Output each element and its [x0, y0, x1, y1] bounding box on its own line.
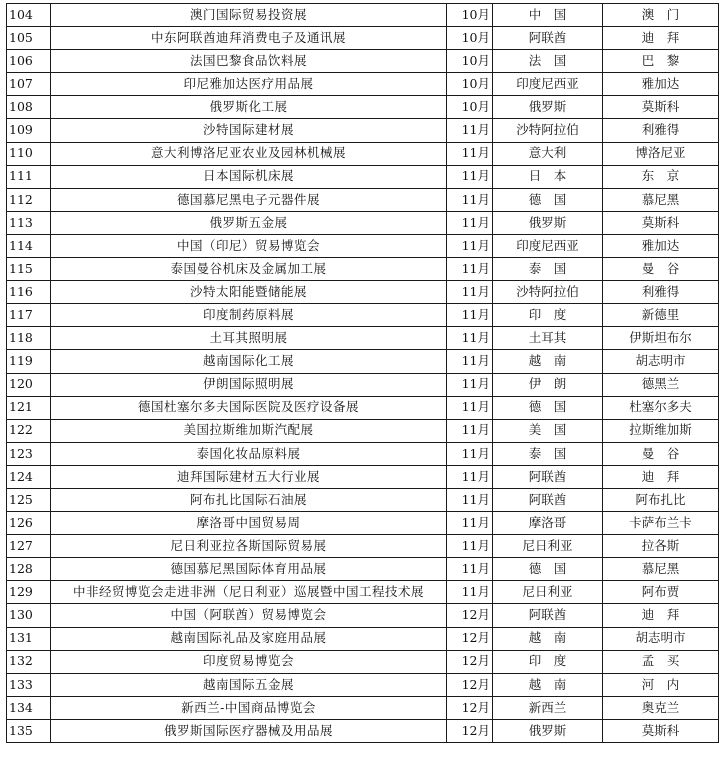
exhibition-country: 越 南	[493, 627, 603, 650]
exhibition-month: 10月	[447, 27, 493, 50]
exhibition-country: 沙特阿拉伯	[493, 281, 603, 304]
exhibition-name: 新西兰-中国商品博览会	[51, 696, 447, 719]
exhibition-city: 奥克兰	[603, 696, 719, 719]
table-row	[7, 442, 719, 465]
exhibition-country: 德 国	[493, 558, 603, 581]
exhibition-country: 印度尼西亚	[493, 73, 603, 96]
exhibition-city: 莫斯科	[603, 719, 719, 742]
row-number: 114	[7, 234, 51, 257]
document-page	[6, 3, 718, 743]
row-number: 115	[7, 258, 51, 281]
row-number: 111	[7, 165, 51, 188]
table-row	[7, 673, 719, 696]
row-number: 124	[7, 465, 51, 488]
exhibition-city: 拉斯维加斯	[603, 419, 719, 442]
row-number: 117	[7, 304, 51, 327]
exhibition-city: 迪 拜	[603, 604, 719, 627]
exhibition-city: 利雅得	[603, 119, 719, 142]
exhibition-city: 巴 黎	[603, 50, 719, 73]
exhibition-month: 11月	[447, 142, 493, 165]
exhibition-country: 尼日利亚	[493, 535, 603, 558]
table-row	[7, 188, 719, 211]
exhibition-city: 迪 拜	[603, 465, 719, 488]
table-row	[7, 558, 719, 581]
exhibition-name: 美国拉斯维加斯汽配展	[51, 419, 447, 442]
exhibition-city: 慕尼黑	[603, 558, 719, 581]
exhibition-month: 11月	[447, 119, 493, 142]
exhibition-country: 泰 国	[493, 442, 603, 465]
exhibition-city: 阿布贾	[603, 581, 719, 604]
exhibition-month: 10月	[447, 50, 493, 73]
exhibition-country: 新西兰	[493, 696, 603, 719]
exhibition-country: 泰 国	[493, 258, 603, 281]
row-number: 105	[7, 27, 51, 50]
exhibition-name: 印尼雅加达医疗用品展	[51, 73, 447, 96]
exhibition-month: 11月	[447, 373, 493, 396]
row-number: 113	[7, 211, 51, 234]
table-row	[7, 650, 719, 673]
row-number: 135	[7, 719, 51, 742]
exhibition-month: 11月	[447, 512, 493, 535]
table-row	[7, 119, 719, 142]
exhibition-country: 印 度	[493, 304, 603, 327]
exhibition-city: 新德里	[603, 304, 719, 327]
exhibition-country: 阿联酋	[493, 27, 603, 50]
exhibition-country: 俄罗斯	[493, 211, 603, 234]
row-number: 112	[7, 188, 51, 211]
table-row	[7, 419, 719, 442]
exhibition-month: 11月	[447, 419, 493, 442]
exhibition-month: 11月	[447, 488, 493, 511]
exhibition-name: 法国巴黎食品饮料展	[51, 50, 447, 73]
table-row	[7, 234, 719, 257]
row-number: 132	[7, 650, 51, 673]
table-row	[7, 304, 719, 327]
exhibition-city: 伊斯坦布尔	[603, 327, 719, 350]
exhibition-name: 德国慕尼黑国际体育用品展	[51, 558, 447, 581]
exhibition-country: 美 国	[493, 419, 603, 442]
table-row	[7, 719, 719, 742]
exhibition-country: 印 度	[493, 650, 603, 673]
table-row	[7, 512, 719, 535]
table-row	[7, 465, 719, 488]
exhibition-city: 曼 谷	[603, 258, 719, 281]
exhibition-city: 东 京	[603, 165, 719, 188]
exhibition-month: 11月	[447, 211, 493, 234]
row-number: 108	[7, 96, 51, 119]
table-row	[7, 581, 719, 604]
exhibition-country: 印度尼西亚	[493, 234, 603, 257]
exhibition-month: 11月	[447, 234, 493, 257]
table-row	[7, 211, 719, 234]
row-number: 125	[7, 488, 51, 511]
exhibition-month: 11月	[447, 281, 493, 304]
exhibition-city: 胡志明市	[603, 627, 719, 650]
table-row	[7, 535, 719, 558]
row-number: 126	[7, 512, 51, 535]
exhibition-country: 伊 朗	[493, 373, 603, 396]
exhibition-name: 泰国化妆品原料展	[51, 442, 447, 465]
row-number: 123	[7, 442, 51, 465]
exhibition-month: 12月	[447, 696, 493, 719]
exhibition-country: 俄罗斯	[493, 719, 603, 742]
exhibition-name: 俄罗斯国际医疗器械及用品展	[51, 719, 447, 742]
exhibition-city: 澳 门	[603, 4, 719, 27]
table-row	[7, 281, 719, 304]
exhibition-month: 11月	[447, 350, 493, 373]
exhibition-name: 中东阿联酋迪拜消费电子及通讯展	[51, 27, 447, 50]
exhibition-country: 德 国	[493, 188, 603, 211]
exhibition-name: 越南国际五金展	[51, 673, 447, 696]
row-number: 110	[7, 142, 51, 165]
exhibition-name: 阿布扎比国际石油展	[51, 488, 447, 511]
table-row	[7, 696, 719, 719]
exhibition-city: 河 内	[603, 673, 719, 696]
exhibition-country: 德 国	[493, 396, 603, 419]
exhibition-city: 孟 买	[603, 650, 719, 673]
exhibition-city: 胡志明市	[603, 350, 719, 373]
table-body	[7, 4, 719, 743]
row-number: 116	[7, 281, 51, 304]
table-row	[7, 258, 719, 281]
table-row	[7, 604, 719, 627]
exhibition-city: 雅加达	[603, 234, 719, 257]
exhibition-city: 莫斯科	[603, 211, 719, 234]
exhibition-country: 阿联酋	[493, 465, 603, 488]
exhibition-name: 印度制药原料展	[51, 304, 447, 327]
row-number: 128	[7, 558, 51, 581]
table-row	[7, 350, 719, 373]
exhibition-month: 10月	[447, 96, 493, 119]
exhibition-month: 12月	[447, 604, 493, 627]
row-number: 122	[7, 419, 51, 442]
exhibition-month: 11月	[447, 396, 493, 419]
exhibition-name: 沙特太阳能暨储能展	[51, 281, 447, 304]
exhibition-name: 越南国际化工展	[51, 350, 447, 373]
exhibition-country: 沙特阿拉伯	[493, 119, 603, 142]
exhibition-month: 11月	[447, 165, 493, 188]
exhibition-city: 曼 谷	[603, 442, 719, 465]
exhibition-name: 德国慕尼黑电子元器件展	[51, 188, 447, 211]
exhibition-name: 尼日利亚拉各斯国际贸易展	[51, 535, 447, 558]
exhibition-name: 沙特国际建材展	[51, 119, 447, 142]
exhibition-name: 中国（印尼）贸易博览会	[51, 234, 447, 257]
table-row	[7, 142, 719, 165]
row-number: 133	[7, 673, 51, 696]
exhibition-country: 阿联酋	[493, 604, 603, 627]
exhibition-country: 中 国	[493, 4, 603, 27]
exhibition-month: 11月	[447, 581, 493, 604]
exhibition-name: 澳门国际贸易投资展	[51, 4, 447, 27]
exhibition-country: 越 南	[493, 350, 603, 373]
exhibition-country: 法 国	[493, 50, 603, 73]
exhibition-city: 迪 拜	[603, 27, 719, 50]
exhibition-city: 莫斯科	[603, 96, 719, 119]
exhibition-month: 11月	[447, 535, 493, 558]
exhibition-month: 12月	[447, 673, 493, 696]
exhibition-name: 印度贸易博览会	[51, 650, 447, 673]
table-row	[7, 96, 719, 119]
row-number: 119	[7, 350, 51, 373]
exhibition-month: 11月	[447, 442, 493, 465]
exhibition-name: 伊朗国际照明展	[51, 373, 447, 396]
table-row	[7, 165, 719, 188]
table-row	[7, 396, 719, 419]
exhibition-city: 慕尼黑	[603, 188, 719, 211]
row-number: 129	[7, 581, 51, 604]
exhibition-month: 11月	[447, 327, 493, 350]
row-number: 106	[7, 50, 51, 73]
row-number: 121	[7, 396, 51, 419]
exhibition-city: 雅加达	[603, 73, 719, 96]
exhibition-name: 迪拜国际建材五大行业展	[51, 465, 447, 488]
exhibition-name: 中非经贸博览会走进非洲（尼日利亚）巡展暨中国工程技术展	[51, 581, 447, 604]
exhibition-name: 俄罗斯化工展	[51, 96, 447, 119]
table-row	[7, 488, 719, 511]
exhibition-name: 德国杜塞尔多夫国际医院及医疗设备展	[51, 396, 447, 419]
exhibition-name: 中国（阿联酋）贸易博览会	[51, 604, 447, 627]
exhibition-month: 11月	[447, 465, 493, 488]
row-number: 127	[7, 535, 51, 558]
exhibition-month: 11月	[447, 258, 493, 281]
exhibition-month: 10月	[447, 4, 493, 27]
exhibition-month: 10月	[447, 73, 493, 96]
exhibition-country: 摩洛哥	[493, 512, 603, 535]
exhibition-name: 俄罗斯五金展	[51, 211, 447, 234]
exhibition-month: 12月	[447, 650, 493, 673]
row-number: 134	[7, 696, 51, 719]
table-row	[7, 327, 719, 350]
row-number: 130	[7, 604, 51, 627]
exhibition-country: 阿联酋	[493, 488, 603, 511]
row-number: 120	[7, 373, 51, 396]
exhibition-city: 利雅得	[603, 281, 719, 304]
table-row	[7, 73, 719, 96]
row-number: 118	[7, 327, 51, 350]
exhibition-country: 俄罗斯	[493, 96, 603, 119]
exhibition-name: 越南国际礼品及家庭用品展	[51, 627, 447, 650]
exhibition-month: 12月	[447, 719, 493, 742]
exhibition-month: 11月	[447, 558, 493, 581]
exhibition-country: 越 南	[493, 673, 603, 696]
exhibition-month: 12月	[447, 627, 493, 650]
exhibition-city: 阿布扎比	[603, 488, 719, 511]
exhibition-name: 摩洛哥中国贸易周	[51, 512, 447, 535]
exhibition-country: 日 本	[493, 165, 603, 188]
exhibition-name: 日本国际机床展	[51, 165, 447, 188]
exhibition-city: 博洛尼亚	[603, 142, 719, 165]
row-number: 107	[7, 73, 51, 96]
exhibition-name: 意大利博洛尼亚农业及园林机械展	[51, 142, 447, 165]
exhibition-month: 11月	[447, 304, 493, 327]
exhibition-month: 11月	[447, 188, 493, 211]
table-row	[7, 50, 719, 73]
exhibition-city: 卡萨布兰卡	[603, 512, 719, 535]
row-number: 131	[7, 627, 51, 650]
exhibition-name: 土耳其照明展	[51, 327, 447, 350]
exhibition-city: 拉各斯	[603, 535, 719, 558]
exhibition-country: 尼日利亚	[493, 581, 603, 604]
exhibition-name: 泰国曼谷机床及金属加工展	[51, 258, 447, 281]
exhibition-city: 杜塞尔多夫	[603, 396, 719, 419]
row-number: 104	[7, 4, 51, 27]
row-number: 109	[7, 119, 51, 142]
exhibition-city: 德黑兰	[603, 373, 719, 396]
table-row	[7, 4, 719, 27]
table-row	[7, 27, 719, 50]
exhibition-country: 意大利	[493, 142, 603, 165]
exhibition-table	[6, 3, 719, 743]
table-row	[7, 373, 719, 396]
table-row	[7, 627, 719, 650]
exhibition-country: 土耳其	[493, 327, 603, 350]
